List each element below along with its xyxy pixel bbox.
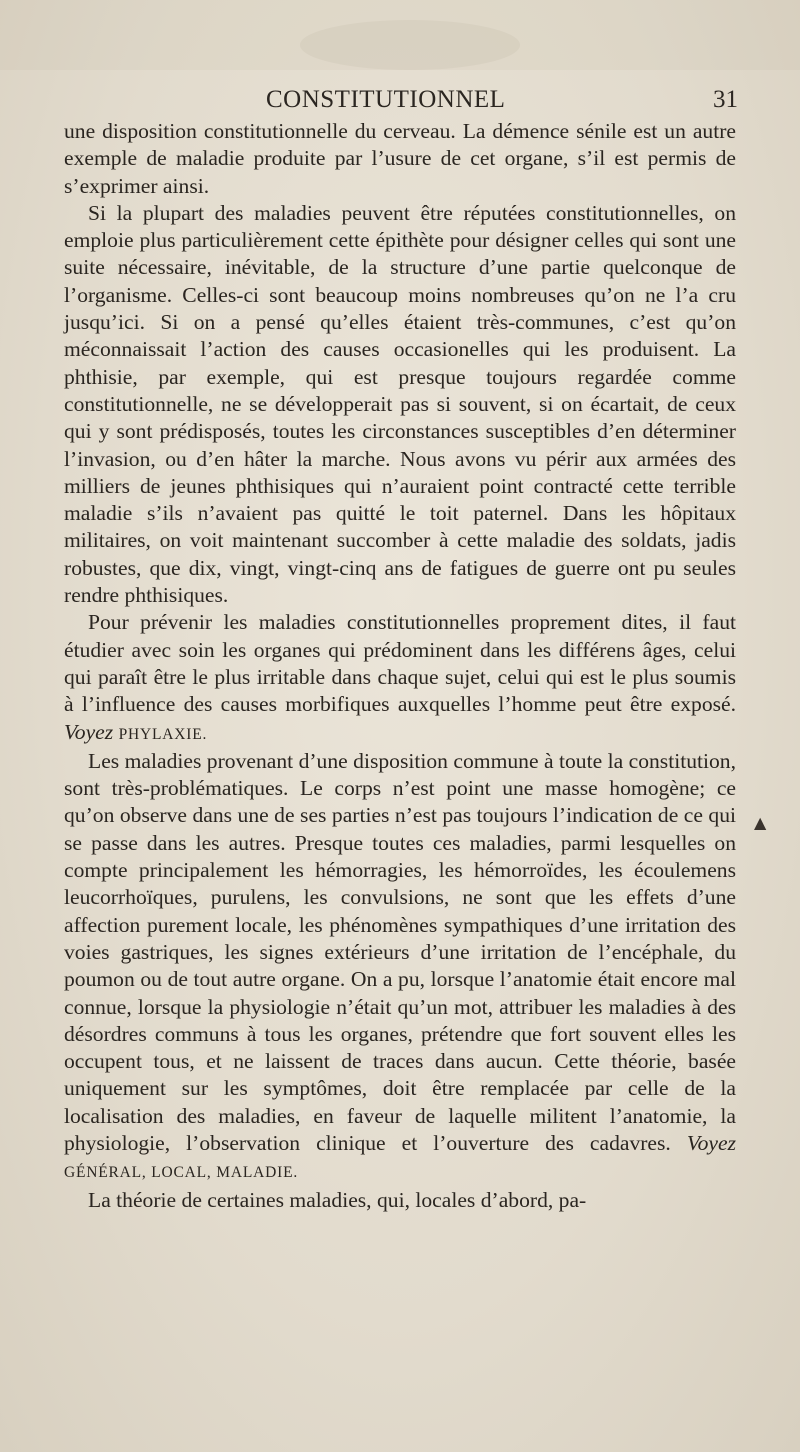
page-body [64,118,736,1214]
paragraph-5-text: La théorie de certaines maladies, qui, locales d’abord, pa- [88,1187,587,1212]
page-number: 31 [713,86,738,113]
paragraph-3-reference: PHYLAXIE. [118,725,208,743]
paragraph-1-text: une disposition constitutionnelle du cerveau. La démence sénile est un autre exemple de maladie produite par l’usure de cet organe, s’il est permis de s’exprimer ainsi. [64,119,736,198]
paper-stain [300,20,520,70]
paragraph-1 [64,118,736,200]
paragraph-3 [64,609,736,747]
paragraph-2 [64,200,736,609]
running-head: CONSTITUTIONNEL [266,86,506,113]
paragraph-4 [64,748,736,1187]
paragraph-4-see: Voyez [686,1130,736,1155]
paragraph-3-text: Pour prévenir les maladies constitutionnelles proprement dites, il faut étudier avec soin les organes qui prédominent dans les différens âges, celui qui paraît être le plus irritable dans chaque sujet, celui qui est le plus soumis à l’influence des causes morbifiques auxquelles l’homme peut être exposé. [64,610,736,717]
paragraph-5 [64,1187,736,1214]
margin-mark-icon: ▲ [754,813,767,832]
paragraph-4-text: Les maladies provenant d’une disposition commune à toute la constitution, sont très-problématiques. Le corps n’est point une masse homogène; ce qu’on observe dans une de ses parties n’est pas toujours l’indication de ce qui se passe dans les autres. Presque toutes ces maladies, parmi lesquelles on compte principalement les hémorragies, les hémorroïdes, les écoulemens leucorrhoïques, purulens, les convulsions, ne sont que les effets d’une affection purement locale, les phénomènes sympathiques d’une irritation des voies gastriques, les signes extérieurs d’une irritation de l’encéphale, du poumon ou de tout autre organe. On a pu, lorsque l’anatomie était encore mal connue, lorsque la physiologie n’était qu’un mot, attribuer les maladies à des désordres communs à tous les organes, prétendre que fort souvent elles les occupent tous, et ne laissent de traces dans aucun. Cette théorie, basée uniquement sur les symptômes, doit être remplacée par celle de la localisation des maladies, en faveur de laquelle militent l’anatomie, la physiologie, l’observation clinique et l’ouverture des cadavres. [64,748,736,1155]
paragraph-2-text: Si la plupart des maladies peuvent être réputées constitutionnelles, on emploie plus particulièrement cette épithète pour désigner celles qui sont une suite nécessaire, inévitable, de la structure d’une partie quelconque de l’organisme. Celles-ci sont beaucoup moins nombreuses qu’on ne l’a cru jusqu’ici. Si on a pensé qu’elles étaient très-communes, c’est qu’on méconnaissait l’action des causes occasionelles qui les produisent. La phthisie, par exemple, qui est presque toujours regardée comme constitutionnelle, ne se développerait pas si souvent, si on écartait, de ceux qui y sont prédisposés, toutes les circonstances susceptibles d’en déterminer l’invasion, ou d’en hâter la marche. Nous avons vu périr aux armées des milliers de jeunes phthisiques qui n’auraient point contracté cette terrible maladie s’ils n’avaient pas quitté le toit paternel. Dans les hôpitaux militaires, on voit maintenant succomber à cette maladie des soldats, jadis robustes, que dix, vingt, vingt-cinq ans de fatigues de guerre ont pu seules rendre phthisiques. [64,200,736,608]
paragraph-4-reference: GÉNÉRAL, LOCAL, MALADIE. [64,1164,299,1182]
paragraph-3-see: Voyez [64,719,114,744]
